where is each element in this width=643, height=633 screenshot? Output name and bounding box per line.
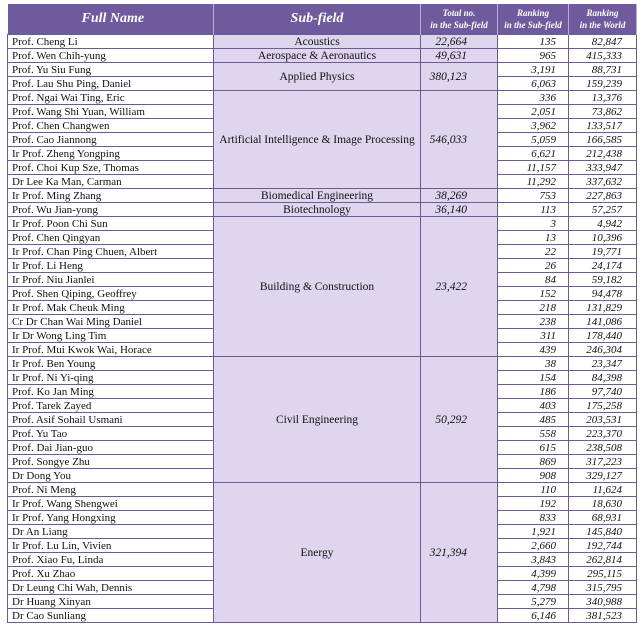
researcher-name: Ir Prof. Yang Hongxing (8, 511, 214, 525)
researcher-name: Dr Huang Xinyan (8, 595, 214, 609)
header-total-line2: in the Sub-field (430, 20, 488, 30)
rank-in-subfield: 1,921 (498, 525, 569, 539)
rank-in-subfield: 6,146 (498, 609, 569, 623)
rank-in-subfield: 2,660 (498, 539, 569, 553)
researcher-name: Prof. Cao Jiannong (8, 133, 214, 147)
rank-in-world: 88,731 (569, 63, 637, 77)
researcher-name: Cr Dr Chan Wai Ming Daniel (8, 315, 214, 329)
rank-in-subfield: 403 (498, 399, 569, 413)
rank-in-world: 203,531 (569, 413, 637, 427)
researcher-name: Ir Prof. Ni Yi-qing (8, 371, 214, 385)
rank-in-world: 178,440 (569, 329, 637, 343)
header-total (421, 4, 498, 35)
rank-in-world: 23,347 (569, 357, 637, 371)
table-row (8, 49, 637, 63)
researcher-name: Ir Prof. Mui Kwok Wai, Horace (8, 343, 214, 357)
table-body (8, 35, 637, 623)
header-rank-subfield-line1: Ranking (516, 8, 549, 18)
rank-in-world: 97,740 (569, 385, 637, 399)
rank-in-subfield: 38 (498, 357, 569, 371)
researcher-name: Ir Prof. Ben Young (8, 357, 214, 371)
rank-in-world: 4,942 (569, 217, 637, 231)
researcher-name: Dr Cao Sunliang (8, 609, 214, 623)
rank-in-world: 145,840 (569, 525, 637, 539)
rank-in-world: 223,370 (569, 427, 637, 441)
header-rank-world-line1: Ranking (586, 8, 619, 18)
rank-in-subfield: 3,962 (498, 119, 569, 133)
rank-in-world: 333,947 (569, 161, 637, 175)
subfield-total: 36,140 (421, 203, 498, 217)
rank-in-world: 131,829 (569, 301, 637, 315)
researcher-name: Ir Prof. Poon Chi Sun (8, 217, 214, 231)
researcher-name: Prof. Yu Siu Fung (8, 63, 214, 77)
rank-in-subfield: 11,157 (498, 161, 569, 175)
rank-in-subfield: 869 (498, 455, 569, 469)
subfield-total: 38,269 (421, 189, 498, 203)
researcher-name: Prof. Chen Changwen (8, 119, 214, 133)
researcher-name: Prof. Xu Zhao (8, 567, 214, 581)
rank-in-subfield: 2,051 (498, 105, 569, 119)
researcher-name: Ir Prof. Ming Zhang (8, 189, 214, 203)
rank-in-world: 13,376 (569, 91, 637, 105)
rank-in-world: 73,862 (569, 105, 637, 119)
subfield-total: 321,394 (421, 483, 498, 623)
rank-in-subfield: 26 (498, 259, 569, 273)
header-rank-subfield-line2: in the Sub-field (504, 20, 562, 30)
rank-in-subfield: 833 (498, 511, 569, 525)
subfield-cell: Biotechnology (214, 203, 421, 217)
researcher-name: Ir Prof. Chan Ping Chuen, Albert (8, 245, 214, 259)
subfield-cell: Energy (214, 483, 421, 623)
subfield-cell: Civil Engineering (214, 357, 421, 483)
header-rank-world (569, 4, 637, 35)
researcher-name: Ir Prof. Zheng Yongping (8, 147, 214, 161)
rank-in-subfield: 615 (498, 441, 569, 455)
rank-in-world: 175,258 (569, 399, 637, 413)
rank-in-subfield: 218 (498, 301, 569, 315)
researcher-name: Prof. Dai Jian-guo (8, 441, 214, 455)
rank-in-subfield: 11,292 (498, 175, 569, 189)
rank-in-subfield: 336 (498, 91, 569, 105)
rank-in-world: 24,174 (569, 259, 637, 273)
researcher-name: Dr An Liang (8, 525, 214, 539)
researcher-name: Ir Prof. Mak Cheuk Ming (8, 301, 214, 315)
researcher-name: Prof. Ni Meng (8, 483, 214, 497)
subfield-cell: Biomedical Engineering (214, 189, 421, 203)
rank-in-subfield: 154 (498, 371, 569, 385)
researcher-name: Prof. Choi Kup Sze, Thomas (8, 161, 214, 175)
header-full-name: Full Name (8, 4, 214, 35)
rank-in-subfield: 22 (498, 245, 569, 259)
rank-in-world: 381,523 (569, 609, 637, 623)
table-row (8, 357, 637, 371)
researcher-name: Prof. Asif Sohail Usmani (8, 413, 214, 427)
rank-in-subfield: 13 (498, 231, 569, 245)
rank-in-world: 141,086 (569, 315, 637, 329)
rank-in-subfield: 3 (498, 217, 569, 231)
rank-in-world: 329,127 (569, 469, 637, 483)
rank-in-subfield: 439 (498, 343, 569, 357)
rank-in-world: 238,508 (569, 441, 637, 455)
rank-in-world: 295,115 (569, 567, 637, 581)
table-header (8, 4, 637, 35)
rank-in-world: 227,863 (569, 189, 637, 203)
researcher-name: Dr Leung Chi Wah, Dennis (8, 581, 214, 595)
researcher-name: Dr Lee Ka Man, Carman (8, 175, 214, 189)
rank-in-world: 340,988 (569, 595, 637, 609)
rank-in-subfield: 238 (498, 315, 569, 329)
rank-in-subfield: 311 (498, 329, 569, 343)
rank-in-world: 415,333 (569, 49, 637, 63)
rank-in-subfield: 3,843 (498, 553, 569, 567)
table-row (8, 35, 637, 49)
rank-in-world: 315,795 (569, 581, 637, 595)
rank-in-world: 18,630 (569, 497, 637, 511)
subfield-cell: Applied Physics (214, 63, 421, 91)
rank-in-world: 19,771 (569, 245, 637, 259)
header-rank-subfield (498, 4, 569, 35)
researcher-name: Prof. Lau Shu Ping, Daniel (8, 77, 214, 91)
subfield-total: 546,033 (421, 91, 498, 189)
subfield-cell: Acoustics (214, 35, 421, 49)
rank-in-world: 59,182 (569, 273, 637, 287)
researcher-name: Prof. Shen Qiping, Geoffrey (8, 287, 214, 301)
subfield-cell: Building & Construction (214, 217, 421, 357)
rank-in-subfield: 4,399 (498, 567, 569, 581)
rank-in-subfield: 6,063 (498, 77, 569, 91)
header-total-line1: Total no. (442, 8, 476, 18)
researcher-name: Prof. Cheng Li (8, 35, 214, 49)
rank-in-world: 94,478 (569, 287, 637, 301)
ranking-table (7, 4, 637, 623)
rank-in-subfield: 965 (498, 49, 569, 63)
rank-in-subfield: 753 (498, 189, 569, 203)
researcher-name: Prof. Tarek Zayed (8, 399, 214, 413)
subfield-total: 50,292 (421, 357, 498, 483)
rank-in-subfield: 110 (498, 483, 569, 497)
researcher-name: Ir Prof. Niu Jianlei (8, 273, 214, 287)
rank-in-world: 166,585 (569, 133, 637, 147)
rank-in-subfield: 192 (498, 497, 569, 511)
researcher-name: Prof. Ngai Wai Ting, Eric (8, 91, 214, 105)
researcher-name: Prof. Xiao Fu, Linda (8, 553, 214, 567)
rank-in-subfield: 5,059 (498, 133, 569, 147)
table-row (8, 91, 637, 105)
researcher-name: Ir Prof. Li Heng (8, 259, 214, 273)
rank-in-subfield: 3,191 (498, 63, 569, 77)
rank-in-world: 246,304 (569, 343, 637, 357)
subfield-total: 380,123 (421, 63, 498, 91)
researcher-name: Prof. Wen Chih-yung (8, 49, 214, 63)
rank-in-world: 68,931 (569, 511, 637, 525)
rank-in-subfield: 84 (498, 273, 569, 287)
header-sub-field: Sub-field (214, 4, 421, 35)
table-row (8, 203, 637, 217)
subfield-total: 22,664 (421, 35, 498, 49)
researcher-name: Ir Prof. Lu Lin, Vivien (8, 539, 214, 553)
rank-in-world: 84,398 (569, 371, 637, 385)
rank-in-subfield: 485 (498, 413, 569, 427)
header-rank-world-line2: in the World (579, 20, 626, 30)
rank-in-world: 82,847 (569, 35, 637, 49)
rank-in-subfield: 5,279 (498, 595, 569, 609)
rank-in-world: 133,517 (569, 119, 637, 133)
rank-in-subfield: 558 (498, 427, 569, 441)
researcher-name: Ir Prof. Wang Shengwei (8, 497, 214, 511)
rank-in-world: 317,223 (569, 455, 637, 469)
rank-in-world: 337,632 (569, 175, 637, 189)
rank-in-subfield: 186 (498, 385, 569, 399)
rank-in-world: 262,814 (569, 553, 637, 567)
rank-in-world: 159,239 (569, 77, 637, 91)
researcher-name: Dr Dong You (8, 469, 214, 483)
rank-in-subfield: 113 (498, 203, 569, 217)
researcher-name: Ir Dr Wong Ling Tim (8, 329, 214, 343)
researcher-name: Prof. Chen Qingyan (8, 231, 214, 245)
rank-in-subfield: 152 (498, 287, 569, 301)
researcher-name: Prof. Yu Tao (8, 427, 214, 441)
rank-in-world: 57,257 (569, 203, 637, 217)
researcher-name: Prof. Ko Jan Ming (8, 385, 214, 399)
researcher-name: Prof. Wang Shi Yuan, William (8, 105, 214, 119)
table-row (8, 63, 637, 77)
rank-in-subfield: 6,621 (498, 147, 569, 161)
table-row (8, 483, 637, 497)
researcher-name: Prof. Wu Jian-yong (8, 203, 214, 217)
rank-in-world: 11,624 (569, 483, 637, 497)
researcher-name: Prof. Songye Zhu (8, 455, 214, 469)
rank-in-world: 10,396 (569, 231, 637, 245)
table-row (8, 189, 637, 203)
rank-in-subfield: 908 (498, 469, 569, 483)
rank-in-world: 192,744 (569, 539, 637, 553)
rank-in-subfield: 135 (498, 35, 569, 49)
rank-in-subfield: 4,798 (498, 581, 569, 595)
subfield-cell: Aerospace & Aeronautics (214, 49, 421, 63)
table-row (8, 217, 637, 231)
rank-in-world: 212,438 (569, 147, 637, 161)
subfield-cell: Artificial Intelligence & Image Processing (214, 91, 421, 189)
subfield-total: 23,422 (421, 217, 498, 357)
subfield-total: 49,631 (421, 49, 498, 63)
